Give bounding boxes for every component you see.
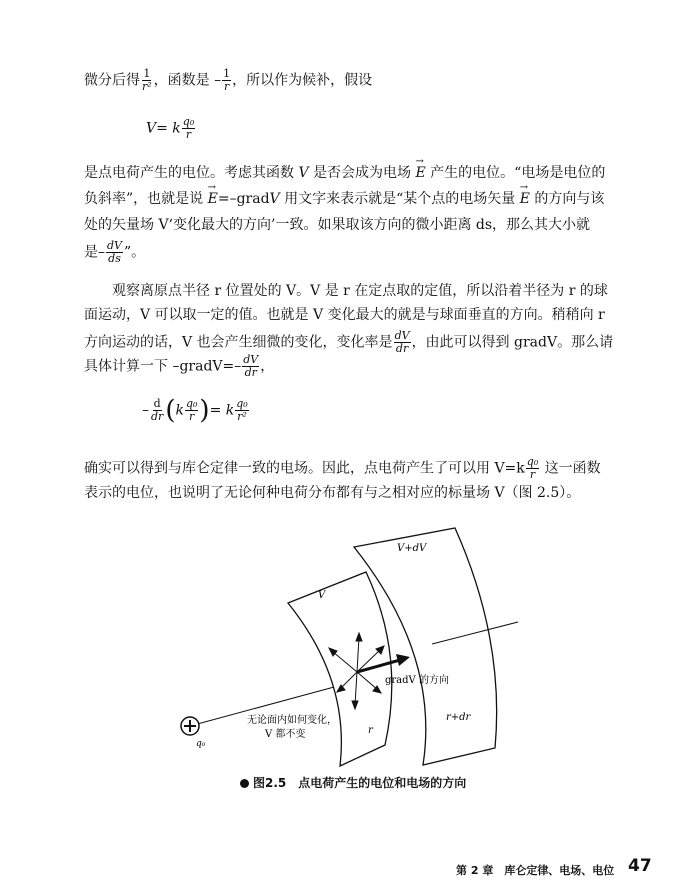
- caption-bullet-icon: [240, 779, 249, 788]
- label-grad-direction: gradV 的方向: [385, 675, 449, 686]
- label-surface-vdv: V+dV: [397, 543, 427, 554]
- para3-line-2: 表示的电位，也说明了无论何种电荷分布都有与之相对应的标量场 V（图 2.5）。: [84, 485, 581, 501]
- para2-line-1: 观察离原点半径 r 位置处的 V。V 是 r 在定点取的定值，所以沿着半径为 r 的球: [112, 283, 608, 299]
- label-note-line1: 无论面内如何变化，: [247, 715, 337, 726]
- para3-line-1: 确实可以得到与库仑定律一致的电场。因此，点电荷产生了可以用 V=k $\frac{\text{q₀}}{r}$ 这一函数: [84, 455, 601, 481]
- label-charge: q₀: [196, 739, 206, 749]
- para2-line-3: 方向运动的话，V 也会产生细微的变化，变化率是 $\frac{dV}{dr}$ ，由此可以得到 gradV。那么请: [84, 329, 614, 355]
- page-number: 47: [628, 856, 652, 876]
- figure-caption: 图2.5 点电荷产生的电位和电场的方向: [240, 774, 466, 791]
- para1-line-4: 是– $\frac{dV}{ds}$ ”。: [84, 239, 146, 265]
- para1-line-2: 负斜率”，也就是说 → E=–gradV 用文字来表示就是“某个点的电场矢量 → E 的方向与该: [84, 190, 604, 208]
- label-r: r: [368, 725, 373, 736]
- grad-arrow-head: [396, 654, 410, 666]
- label-r-dr: r+dr: [446, 712, 471, 723]
- equation-gradient: – $\frac{d}{dr}$ (k $\frac{\text{q₀}}{r}$ )= k $\frac{\text{q₀}}{\text{r²}}$: [142, 395, 248, 426]
- figure-equipotential-surfaces: [0, 520, 681, 790]
- label-surface-v: V: [318, 590, 326, 601]
- fraction-1-over-r2: $\frac{1}{\text{r²}}$: [142, 67, 152, 93]
- para2-line-2: 面运动，V 可以取一定的值。也就是 V 变化最大的就是与球面垂直的方向。稍稍向 r: [84, 307, 605, 323]
- para1-line-3: 处的矢量场 V‘变化最大的方向’一致。如果取该方向的微小距离 ds，那么其大小就: [84, 217, 591, 233]
- equation-potential: V= k $\frac{\text{q₀}}{r}$: [146, 115, 195, 141]
- label-note-line2: V 都不变: [265, 729, 306, 740]
- text-line-1: 微分后得 $\frac{1}{\text{r²}}$ ，函数是 – $\frac{1}{r}$ ，所以作为候补，假设: [84, 67, 373, 93]
- para2-line-4: 具体计算一下 –gradV=– $\frac{dV}{dr}$ ，: [84, 353, 275, 379]
- para1-line-1: 是点电荷产生的电位。考虑其函数 V 是否会成为电场 → E 产生的电位。“电场是电位的: [84, 164, 605, 182]
- footer-chapter: 第 2 章 库仑定律、电场、电位: [456, 864, 615, 877]
- fraction-1-over-r: $\frac{1}{r}$: [223, 67, 231, 93]
